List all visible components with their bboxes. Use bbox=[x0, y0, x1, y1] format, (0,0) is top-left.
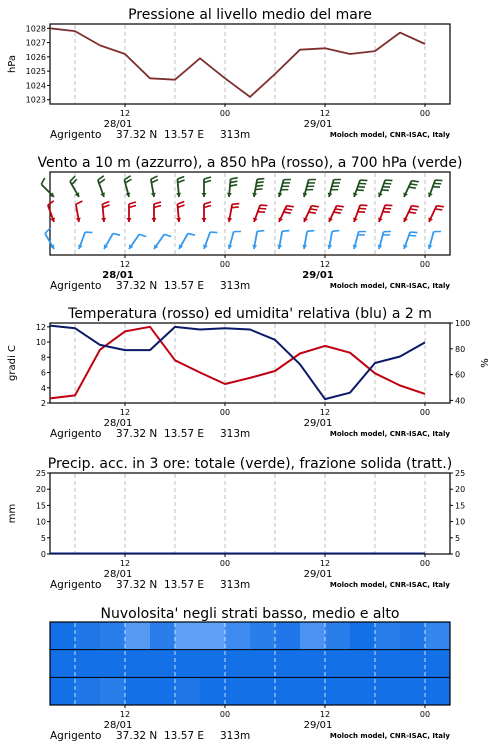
wind-barb-0-11 bbox=[328, 179, 341, 197]
wind-barb-feather-1-1-0 bbox=[76, 201, 83, 204]
wind-barb-feather-1-6-0 bbox=[204, 202, 211, 204]
wind-loc-name: Agrigento bbox=[50, 280, 102, 292]
wind-barb-feather-2-1-0 bbox=[85, 232, 92, 233]
temperature-loc-lat: 37.32 N bbox=[116, 428, 158, 440]
clouds-cell-2-8 bbox=[250, 677, 276, 705]
precip-xtick-label-2: 12 bbox=[319, 559, 331, 568]
clouds-cell-0-11 bbox=[325, 622, 351, 650]
precip-xtick-label-0: 12 bbox=[119, 559, 131, 568]
clouds-cell-0-0 bbox=[50, 622, 76, 650]
humidity-line bbox=[50, 326, 425, 400]
wind-barb-2-13 bbox=[378, 231, 391, 249]
wind-barb-feather-1-13-0 bbox=[385, 205, 392, 206]
wind-barb-feather-0-0-0 bbox=[41, 178, 45, 184]
wind-barb-feather-0-13-2 bbox=[383, 187, 390, 188]
pressure-ytick-label-5: 1028 bbox=[25, 24, 46, 34]
wind-barb-2-9 bbox=[277, 231, 289, 249]
wind-barb-1-8 bbox=[253, 205, 267, 222]
precip-ytick-label-right-0: 0 bbox=[455, 550, 461, 559]
wind-barb-0-2 bbox=[98, 176, 105, 197]
precip-source: Moloch model, CNR-ISAC, Italy bbox=[329, 581, 450, 589]
wind-barb-feather-1-14-1 bbox=[410, 209, 417, 210]
clouds-cell-2-5 bbox=[175, 677, 201, 705]
wind-barb-feather-0-6-0 bbox=[204, 177, 211, 179]
wind-barb-feather-1-10-0 bbox=[312, 206, 319, 207]
wind-barb-feather-2-0-0 bbox=[45, 228, 50, 233]
clouds-cell-1-2 bbox=[100, 650, 126, 678]
clouds-cell-2-1 bbox=[75, 677, 101, 705]
wind-barb-feather-0-14-0 bbox=[412, 181, 419, 182]
wind-barb-2-3 bbox=[129, 234, 146, 249]
clouds-loc-name: Agrigento bbox=[50, 730, 102, 742]
wind-barb-feather-2-2-0 bbox=[113, 233, 120, 235]
wind-barb-feather-0-12-1 bbox=[359, 183, 366, 184]
wind-barb-2-5 bbox=[179, 233, 195, 249]
wind-barb-0-1 bbox=[70, 176, 79, 197]
wind-barb-feather-0-1-0 bbox=[70, 176, 75, 181]
precip-ytick-label-right-5: 25 bbox=[455, 469, 466, 478]
wind-date-1: 29/01 bbox=[302, 270, 334, 281]
clouds-xtick-label-2: 12 bbox=[319, 710, 331, 719]
precip-loc-lon: 13.57 E bbox=[164, 579, 205, 591]
clouds-date-0: 28/01 bbox=[103, 720, 133, 731]
wind-barb-0-0 bbox=[41, 178, 54, 197]
clouds-loc-lat: 37.32 N bbox=[116, 730, 158, 742]
wind-barb-feather-1-2-1 bbox=[103, 205, 110, 208]
precip-ytick-label-left-1: 5 bbox=[40, 533, 46, 543]
wind-barb-feather-1-9-1 bbox=[285, 209, 292, 210]
wind-barb-2-8 bbox=[252, 231, 264, 249]
wind-barb-2-12 bbox=[353, 231, 366, 249]
precip-ytick-label-right-1: 5 bbox=[455, 533, 461, 543]
pressure-loc-lon: 13.57 E bbox=[164, 129, 205, 141]
wind-barb-feather-2-8-0 bbox=[257, 231, 264, 232]
clouds-cell-2-14 bbox=[400, 677, 426, 705]
pressure-loc-lat: 37.32 N bbox=[116, 129, 158, 141]
clouds-cell-2-2 bbox=[100, 677, 126, 705]
precip-ytick-label-right-2: 10 bbox=[455, 517, 466, 527]
precip-chart bbox=[7, 456, 465, 591]
precip-date-0: 28/01 bbox=[103, 569, 133, 580]
temperature-loc-lon: 13.57 E bbox=[164, 428, 205, 440]
wind-barb-1-10 bbox=[303, 206, 318, 222]
temperature-xtick-label-3: 00 bbox=[419, 408, 431, 417]
wind-barb-feather-0-4-0 bbox=[151, 176, 158, 179]
pressure-date-0: 28/01 bbox=[103, 119, 133, 130]
clouds-date-1: 29/01 bbox=[303, 720, 333, 731]
wind-barb-feather-1-8-2 bbox=[258, 212, 265, 213]
clouds-loc-elev: 313m bbox=[220, 730, 251, 742]
wind-barb-feather-1-4-1 bbox=[154, 206, 161, 208]
wind-barb-feather-0-7-1 bbox=[230, 181, 237, 182]
temperature-xtick-label-1: 00 bbox=[219, 408, 231, 417]
temperature-ylabel: gradi C bbox=[7, 345, 18, 381]
wind-barb-1-4 bbox=[152, 202, 162, 222]
wind-chart bbox=[37, 155, 462, 292]
wind-xtick-label-3: 00 bbox=[419, 260, 431, 269]
wind-barb-0-8 bbox=[252, 179, 264, 197]
pressure-ytick-label-0: 1023 bbox=[25, 95, 46, 105]
clouds-loc-lon: 13.57 E bbox=[164, 730, 205, 742]
temperature-date-0: 28/01 bbox=[103, 418, 133, 429]
wind-barb-2-10 bbox=[302, 231, 314, 249]
pressure-frame bbox=[50, 24, 450, 104]
precip-frame bbox=[50, 473, 450, 554]
wind-barb-feather-0-15-1 bbox=[434, 183, 441, 184]
temperature-ytick-label-3: 8 bbox=[40, 353, 46, 363]
wind-barb-2-14 bbox=[403, 232, 417, 249]
wind-barb-feather-0-7-0 bbox=[231, 178, 238, 179]
wind-barb-2-6 bbox=[203, 232, 217, 249]
clouds-title: Nuvolosita' negli strati basso, medio e alto bbox=[100, 606, 400, 622]
clouds-cell-0-3 bbox=[125, 622, 151, 650]
wind-barb-feather-0-7-2 bbox=[230, 185, 237, 186]
wind-barb-feather-1-8-0 bbox=[260, 205, 267, 206]
pressure-xtick-label-0: 12 bbox=[119, 109, 131, 118]
wind-barb-1-7 bbox=[227, 204, 239, 222]
precip-ytick-label-left-4: 20 bbox=[35, 485, 46, 495]
wind-barb-0-14 bbox=[403, 181, 418, 197]
temperature-ytick-label-2: 6 bbox=[40, 368, 46, 378]
wind-barb-feather-1-14-0 bbox=[412, 206, 419, 207]
wind-barb-feather-1-13-1 bbox=[384, 208, 391, 209]
precip-ylabel: mm bbox=[7, 503, 18, 524]
clouds-cell-2-11 bbox=[325, 677, 351, 705]
wind-barb-feather-2-4-0 bbox=[164, 234, 171, 236]
wind-barb-0-3 bbox=[124, 176, 131, 197]
wind-barb-feather-2-10-0 bbox=[307, 231, 314, 232]
wind-barb-feather-1-3-0 bbox=[129, 202, 136, 204]
wind-barb-feather-1-3-1 bbox=[129, 206, 136, 208]
wind-barb-feather-1-11-1 bbox=[335, 209, 342, 210]
wind-loc-lat: 37.32 N bbox=[116, 280, 158, 292]
wind-barb-feather-0-8-1 bbox=[257, 182, 264, 183]
wind-barb-1-6 bbox=[202, 202, 212, 222]
wind-barb-feather-0-3-1 bbox=[125, 179, 131, 183]
wind-barb-2-1 bbox=[78, 232, 92, 249]
wind-barb-feather-0-8-3 bbox=[255, 189, 262, 190]
wind-barb-feather-0-4-1 bbox=[151, 180, 158, 183]
clouds-cell-0-2 bbox=[100, 622, 126, 650]
wind-barb-0-5 bbox=[176, 176, 184, 197]
pressure-ytick-label-4: 1027 bbox=[25, 38, 46, 48]
wind-xtick-label-0: 12 bbox=[119, 260, 131, 269]
wind-barb-feather-0-8-0 bbox=[257, 179, 264, 180]
temperature-loc-name: Agrigento bbox=[50, 428, 102, 440]
clouds-cell-1-6 bbox=[200, 650, 226, 678]
wind-loc-elev: 313m bbox=[220, 280, 251, 292]
wind-date-0: 28/01 bbox=[102, 270, 134, 281]
wind-barb-feather-1-2-0 bbox=[102, 201, 109, 204]
pressure-loc-elev: 313m bbox=[220, 129, 251, 141]
pressure-ytick-label-3: 1026 bbox=[25, 52, 46, 62]
clouds-cell-1-8 bbox=[250, 650, 276, 678]
wind-barb-head-1-6 bbox=[202, 218, 207, 222]
clouds-cell-2-15 bbox=[425, 677, 451, 705]
wind-barb-0-10 bbox=[303, 179, 316, 197]
clouds-cell-2-10 bbox=[300, 677, 326, 705]
wind-barb-feather-1-5-1 bbox=[178, 205, 185, 208]
pressure-chart bbox=[7, 7, 450, 141]
wind-barb-1-12 bbox=[353, 205, 367, 222]
precip-ytick-label-left-0: 0 bbox=[40, 550, 46, 559]
wind-barb-feather-1-14-2 bbox=[409, 212, 416, 213]
clouds-xtick-label-0: 12 bbox=[119, 710, 131, 719]
clouds-cell-0-4 bbox=[150, 622, 176, 650]
clouds-cell-0-6 bbox=[200, 622, 226, 650]
wind-barb-0-15 bbox=[428, 180, 442, 197]
wind-barb-feather-1-13-2 bbox=[383, 212, 390, 213]
precip-xtick-label-3: 00 bbox=[419, 559, 431, 568]
precip-ytick-label-left-2: 10 bbox=[35, 517, 46, 527]
pressure-loc-name: Agrigento bbox=[50, 129, 102, 141]
humidity-ytick-label-0: 40 bbox=[455, 396, 466, 406]
clouds-cell-2-3 bbox=[125, 677, 151, 705]
wind-barb-feather-1-9-0 bbox=[287, 206, 294, 207]
wind-barb-feather-0-2-0 bbox=[98, 176, 104, 180]
temperature-xtick-label-2: 12 bbox=[319, 408, 331, 417]
clouds-cell-1-7 bbox=[225, 650, 251, 678]
clouds-cell-0-7 bbox=[225, 622, 251, 650]
clouds-cell-1-0 bbox=[50, 650, 76, 678]
pressure-date-1: 29/01 bbox=[303, 119, 333, 130]
temperature-date-1: 29/01 bbox=[303, 418, 333, 429]
humidity-ytick-label-3: 100 bbox=[455, 319, 471, 328]
clouds-cell-0-8 bbox=[250, 622, 276, 650]
temperature-ytick-label-4: 10 bbox=[35, 338, 46, 348]
clouds-cell-0-13 bbox=[375, 622, 401, 650]
wind-barb-feather-0-6-1 bbox=[204, 181, 211, 183]
wind-barb-feather-1-12-1 bbox=[359, 208, 366, 209]
wind-barb-1-1 bbox=[76, 201, 83, 222]
precip-loc-name: Agrigento bbox=[50, 579, 102, 591]
wind-barb-feather-1-0-0 bbox=[48, 201, 54, 205]
temperature-title: Temperatura (rosso) ed umidita' relativa (blu) a 2 m bbox=[68, 306, 432, 322]
wind-barb-head-0-6 bbox=[202, 193, 207, 197]
clouds-cell-0-9 bbox=[275, 622, 301, 650]
wind-barb-feather-0-15-0 bbox=[435, 180, 442, 181]
clouds-cell-1-3 bbox=[125, 650, 151, 678]
wind-barb-1-11 bbox=[328, 206, 343, 222]
wind-barb-feather-1-7-0 bbox=[232, 204, 239, 205]
pressure-ytick-label-2: 1025 bbox=[25, 67, 46, 77]
wind-barb-1-5 bbox=[176, 201, 184, 222]
wind-barb-head-1-3 bbox=[127, 218, 132, 222]
clouds-cell-1-1 bbox=[75, 650, 101, 678]
wind-barb-feather-2-5-0 bbox=[188, 233, 195, 235]
clouds-xtick-label-1: 00 bbox=[219, 710, 231, 719]
temperature-source: Moloch model, CNR-ISAC, Italy bbox=[329, 430, 450, 438]
wind-source: Moloch model, CNR-ISAC, Italy bbox=[329, 282, 450, 290]
clouds-cell-0-14 bbox=[400, 622, 426, 650]
precip-ytick-label-left-3: 15 bbox=[35, 501, 46, 511]
wind-barb-feather-1-6-1 bbox=[204, 206, 211, 208]
precip-loc-lat: 37.32 N bbox=[116, 579, 158, 591]
clouds-cell-0-1 bbox=[75, 622, 101, 650]
humidity-ytick-label-2: 80 bbox=[455, 344, 466, 354]
wind-barb-0-7 bbox=[227, 178, 238, 197]
wind-barb-feather-1-11-0 bbox=[337, 206, 344, 207]
wind-barb-2-2 bbox=[104, 233, 120, 249]
wind-barb-feather-2-6-0 bbox=[210, 232, 217, 233]
humidity-ylabel: % bbox=[480, 358, 491, 368]
clouds-cell-1-9 bbox=[275, 650, 301, 678]
clouds-cell-1-11 bbox=[325, 650, 351, 678]
wind-barb-feather-0-8-2 bbox=[256, 185, 263, 186]
wind-barb-feather-1-10-1 bbox=[310, 209, 317, 210]
wind-barb-feather-1-15-1 bbox=[435, 209, 442, 210]
wind-barb-feather-0-2-1 bbox=[99, 179, 105, 183]
wind-barb-1-15 bbox=[428, 206, 443, 222]
pressure-source: Moloch model, CNR-ISAC, Italy bbox=[329, 131, 450, 139]
temperature-ytick-label-0: 2 bbox=[40, 399, 46, 408]
clouds-cell-2-9 bbox=[275, 677, 301, 705]
wind-barb-head-1-5 bbox=[176, 218, 181, 222]
precip-loc-elev: 313m bbox=[220, 579, 251, 591]
clouds-cell-1-15 bbox=[425, 650, 451, 678]
wind-barb-feather-1-5-0 bbox=[177, 201, 184, 204]
wind-barb-feather-2-9-0 bbox=[282, 231, 289, 232]
precip-title: Precip. acc. in 3 ore: totale (verde), frazione solida (tratt.) bbox=[47, 456, 453, 472]
wind-barb-feather-2-14-1 bbox=[409, 235, 416, 236]
wind-xtick-label-1: 00 bbox=[219, 260, 231, 269]
clouds-cell-2-13 bbox=[375, 677, 401, 705]
humidity-ytick-label-1: 60 bbox=[455, 370, 466, 380]
temperature-loc-elev: 313m bbox=[220, 428, 251, 440]
wind-barb-feather-1-15-0 bbox=[437, 206, 444, 207]
wind-barb-2-4 bbox=[154, 234, 171, 249]
precip-ytick-label-left-5: 25 bbox=[35, 469, 46, 478]
pressure-line bbox=[50, 28, 425, 97]
wind-barb-feather-1-11-2 bbox=[334, 212, 341, 213]
temperature-frame bbox=[50, 323, 450, 403]
precip-date-1: 29/01 bbox=[303, 569, 333, 580]
wind-barb-feather-0-5-0 bbox=[177, 176, 184, 179]
wind-loc-lon: 13.57 E bbox=[164, 280, 205, 292]
wind-barb-feather-0-13-1 bbox=[384, 183, 391, 184]
clouds-chart bbox=[50, 606, 451, 742]
clouds-source: Moloch model, CNR-ISAC, Italy bbox=[329, 732, 450, 740]
wind-barb-1-9 bbox=[278, 206, 293, 222]
wind-barb-feather-1-8-1 bbox=[259, 208, 266, 209]
wind-barb-head-1-4 bbox=[152, 218, 157, 222]
wind-barb-feather-2-3-0 bbox=[139, 234, 146, 236]
wind-barb-2-15 bbox=[428, 231, 441, 249]
wind-barb-head-0-7 bbox=[227, 193, 232, 197]
wind-title: Vento a 10 m (azzurro), a 850 hPa (rosso), a 700 hPa (verde) bbox=[37, 155, 463, 171]
wind-barb-1-2 bbox=[101, 201, 109, 222]
pressure-title: Pressione al livello medio del mare bbox=[128, 7, 372, 23]
wind-barb-feather-0-5-1 bbox=[178, 180, 185, 183]
clouds-cell-2-6 bbox=[200, 677, 226, 705]
wind-barb-head-1-2 bbox=[101, 218, 106, 222]
temperature-ytick-label-5: 12 bbox=[35, 322, 46, 332]
wind-barb-feather-2-14-0 bbox=[410, 232, 417, 233]
clouds-cell-2-4 bbox=[150, 677, 176, 705]
wind-barb-feather-1-12-2 bbox=[358, 212, 365, 213]
pressure-ytick-label-1: 1024 bbox=[25, 81, 46, 91]
clouds-cell-1-14 bbox=[400, 650, 426, 678]
clouds-cell-1-10 bbox=[300, 650, 326, 678]
precip-xtick-label-1: 00 bbox=[219, 559, 231, 568]
wind-barb-1-13 bbox=[378, 205, 392, 222]
wind-barb-feather-1-12-0 bbox=[360, 205, 367, 206]
clouds-cell-1-12 bbox=[350, 650, 376, 678]
wind-barb-feather-1-10-2 bbox=[309, 212, 316, 213]
wind-barb-feather-0-14-2 bbox=[409, 187, 416, 188]
wind-barb-feather-1-4-0 bbox=[154, 202, 161, 204]
temperature-line bbox=[50, 327, 425, 399]
wind-barb-0-12 bbox=[353, 180, 367, 197]
wind-barb-1-0 bbox=[48, 201, 55, 222]
wind-barb-feather-0-12-3 bbox=[357, 190, 364, 191]
wind-barb-head-0-5 bbox=[176, 193, 181, 197]
temperature-ytick-label-1: 4 bbox=[40, 383, 46, 393]
wind-barb-feather-0-12-0 bbox=[360, 180, 367, 181]
clouds-cell-1-5 bbox=[175, 650, 201, 678]
clouds-cell-0-15 bbox=[425, 622, 451, 650]
wind-barb-0-13 bbox=[378, 180, 392, 197]
wind-barb-feather-0-15-2 bbox=[433, 187, 440, 188]
clouds-cell-1-4 bbox=[150, 650, 176, 678]
wind-barb-feather-1-9-2 bbox=[284, 212, 291, 213]
pressure-xtick-label-1: 00 bbox=[219, 109, 231, 118]
wind-xtick-label-2: 12 bbox=[319, 260, 331, 269]
clouds-cell-2-7 bbox=[225, 677, 251, 705]
wind-barb-1-3 bbox=[127, 202, 137, 222]
clouds-cell-0-5 bbox=[175, 622, 201, 650]
precip-ytick-label-right-3: 15 bbox=[455, 501, 466, 511]
wind-barb-2-7 bbox=[228, 231, 241, 249]
clouds-cell-2-0 bbox=[50, 677, 76, 705]
wind-barb-0-9 bbox=[278, 179, 291, 197]
wind-barb-1-14 bbox=[403, 206, 418, 222]
pressure-ylabel: hPa bbox=[7, 54, 18, 74]
wind-barb-feather-0-13-3 bbox=[382, 190, 389, 191]
wind-barb-0-4 bbox=[151, 176, 158, 197]
clouds-cell-2-12 bbox=[350, 677, 376, 705]
wind-barb-feather-0-14-1 bbox=[410, 184, 417, 185]
wind-barb-feather-2-11-0 bbox=[332, 231, 339, 232]
wind-barb-feather-1-7-1 bbox=[232, 207, 239, 208]
wind-barb-0-6 bbox=[202, 177, 212, 197]
pressure-xtick-label-3: 00 bbox=[419, 109, 431, 118]
clouds-cell-0-10 bbox=[300, 622, 326, 650]
wind-barb-feather-0-13-0 bbox=[385, 180, 392, 181]
precip-ytick-label-right-4: 20 bbox=[455, 485, 466, 495]
temperature-xtick-label-0: 12 bbox=[119, 408, 131, 417]
temperature-chart bbox=[7, 306, 491, 440]
clouds-xtick-label-3: 00 bbox=[419, 710, 431, 719]
pressure-xtick-label-2: 12 bbox=[319, 109, 331, 118]
wind-barb-2-11 bbox=[327, 231, 339, 249]
clouds-cell-1-13 bbox=[375, 650, 401, 678]
wind-barb-feather-0-12-2 bbox=[358, 187, 365, 188]
clouds-cell-0-12 bbox=[350, 622, 376, 650]
wind-barb-feather-0-1-1 bbox=[72, 179, 77, 184]
